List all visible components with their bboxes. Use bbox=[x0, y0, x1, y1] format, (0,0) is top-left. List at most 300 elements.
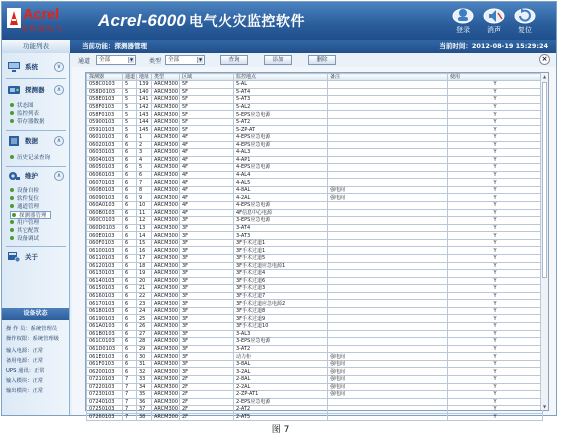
table-cell: 6 bbox=[123, 315, 137, 323]
table-cell: 3F bbox=[180, 270, 234, 278]
brand-name-cn: 安科瑞电气 bbox=[21, 25, 64, 33]
table-row[interactable] bbox=[87, 81, 543, 89]
table-cell bbox=[328, 292, 448, 300]
table-cell: 3F手术过道10 bbox=[234, 323, 328, 331]
chevron-up-icon[interactable]: ∧ bbox=[54, 136, 64, 146]
table-row[interactable] bbox=[87, 368, 543, 376]
table-cell: 3F手术过道9 bbox=[234, 315, 328, 323]
table-row[interactable] bbox=[87, 338, 543, 346]
table-row[interactable] bbox=[87, 149, 543, 157]
table-row[interactable] bbox=[87, 232, 543, 240]
table-cell bbox=[328, 126, 448, 134]
table-cell bbox=[328, 262, 448, 270]
table-row[interactable] bbox=[87, 202, 543, 210]
table-cell: 2F bbox=[180, 413, 234, 421]
table-cell: Y bbox=[448, 141, 543, 149]
table-cell bbox=[328, 133, 448, 141]
sidebar-group-about[interactable] bbox=[6, 249, 66, 265]
scroll-down-icon[interactable]: ▼ bbox=[542, 404, 547, 409]
scroll-up-icon[interactable]: ▲ bbox=[542, 74, 547, 79]
table-cell: ARCM300 bbox=[152, 292, 180, 300]
table-cell: 15 bbox=[137, 239, 152, 247]
table-cell: 24 bbox=[137, 307, 152, 315]
type-select[interactable]: 全部 ▼ bbox=[165, 55, 205, 65]
table-cell: ARCM300 bbox=[152, 232, 180, 240]
login-label: 登录 bbox=[456, 26, 470, 34]
table-cell: 3-8AL bbox=[234, 360, 328, 368]
table-cell: 061B0103 bbox=[87, 330, 123, 338]
table-cell: 06130103 bbox=[87, 270, 123, 278]
table-cell: 6 bbox=[123, 209, 137, 217]
table-cell: 强电间 bbox=[328, 375, 448, 383]
column-header[interactable]: 类型 bbox=[152, 74, 180, 81]
table-cell: 4 bbox=[137, 156, 152, 164]
table-cell: 3-EPS应急电源 bbox=[234, 217, 328, 225]
table-cell: 3-AT3 bbox=[234, 232, 328, 240]
table-cell: ARCM300 bbox=[152, 254, 180, 262]
table-cell: ARCM300 bbox=[152, 345, 180, 353]
table-cell: 3F bbox=[180, 277, 234, 285]
mute-button[interactable] bbox=[480, 4, 508, 38]
table-row[interactable] bbox=[87, 88, 543, 96]
table-cell: 2-AT5 bbox=[234, 413, 328, 421]
table-cell: 05900103 bbox=[87, 118, 123, 126]
table-cell bbox=[328, 111, 448, 119]
table-cell: 4F bbox=[180, 209, 234, 217]
table-cell: Y bbox=[448, 126, 543, 134]
sidebar-group-system[interactable] bbox=[6, 59, 66, 75]
table-cell: 6 bbox=[123, 285, 137, 293]
table-cell: 强电间 bbox=[328, 391, 448, 399]
table-cell bbox=[328, 88, 448, 96]
table-cell: 4-AL4 bbox=[234, 171, 328, 179]
table-cell: 2-AT2 bbox=[234, 406, 328, 414]
type-label: 类型 bbox=[149, 58, 162, 65]
sidebar-group-label: 维护 bbox=[25, 172, 38, 180]
table-cell: 5F bbox=[180, 103, 234, 111]
table-cell: ARCM300 bbox=[152, 164, 180, 172]
status-input-module: 输入模块：正常 bbox=[6, 378, 44, 384]
login-button[interactable] bbox=[449, 4, 477, 38]
table-cell: 5F bbox=[180, 111, 234, 119]
table-cell: 4F bbox=[180, 202, 234, 210]
table-cell: 5-AT2 bbox=[234, 118, 328, 126]
table-cell: 07250103 bbox=[87, 406, 123, 414]
table-row[interactable] bbox=[87, 360, 543, 368]
table-cell: 06170103 bbox=[87, 300, 123, 308]
table-cell: ARCM300 bbox=[152, 277, 180, 285]
table-cell: 06200103 bbox=[87, 368, 123, 376]
table-cell: ARCM300 bbox=[152, 247, 180, 255]
table-cell: ARCM300 bbox=[152, 338, 180, 346]
status-backup-power: 备用电源：正常 bbox=[6, 358, 44, 364]
table-cell: 06190103 bbox=[87, 315, 123, 323]
table-row[interactable] bbox=[87, 413, 543, 421]
table-cell: 4F bbox=[180, 179, 234, 187]
table-cell: 06150103 bbox=[87, 285, 123, 293]
table-cell bbox=[328, 285, 448, 293]
app-title-en: Acrel-6000 bbox=[98, 11, 187, 30]
bullet-icon bbox=[10, 204, 14, 208]
divider bbox=[6, 130, 66, 131]
table-cell: 2F bbox=[180, 398, 234, 406]
chevron-down-icon[interactable]: ∨ bbox=[54, 62, 64, 72]
table-cell: 强电间 bbox=[328, 353, 448, 361]
sidebar-item-device-debug[interactable]: 设备调试 bbox=[10, 235, 39, 243]
table-cell bbox=[328, 156, 448, 164]
table-cell: ARCM300 bbox=[152, 406, 180, 414]
table-cell: 7 bbox=[123, 383, 137, 391]
table-cell: 07220103 bbox=[87, 383, 123, 391]
table-row[interactable] bbox=[87, 186, 543, 194]
table-cell: 4-AP1 bbox=[234, 156, 328, 164]
sidebar-item-status-map[interactable]: 状态图 bbox=[10, 102, 34, 110]
table-cell: 060A0103 bbox=[87, 202, 123, 210]
table-cell: Y bbox=[448, 398, 543, 406]
table-cell: ARCM300 bbox=[152, 133, 180, 141]
column-header[interactable]: 地址 bbox=[137, 74, 152, 81]
table-cell: Y bbox=[448, 353, 543, 361]
table-cell bbox=[328, 103, 448, 111]
table-cell: 6 bbox=[123, 254, 137, 262]
table-cell: Y bbox=[448, 194, 543, 202]
table-cell: 6 bbox=[123, 368, 137, 376]
table-cell: 058C0103 bbox=[87, 81, 123, 89]
table-cell: 3F bbox=[180, 360, 234, 368]
table-row[interactable] bbox=[87, 194, 543, 202]
detector-icon bbox=[8, 85, 20, 95]
sidebar-item-history-query[interactable]: 历史记录查询 bbox=[10, 154, 50, 162]
logo-mark-icon bbox=[7, 8, 21, 28]
sidebar-group-detector[interactable] bbox=[6, 82, 66, 98]
table-cell: 06080103 bbox=[87, 186, 123, 194]
table-cell: 06090103 bbox=[87, 194, 123, 202]
table-row[interactable] bbox=[87, 179, 543, 187]
table-cell: 4-EPS应急电源 bbox=[234, 164, 328, 172]
table-cell: 07240103 bbox=[87, 398, 123, 406]
add-button[interactable]: 添加 bbox=[264, 55, 292, 65]
status-bar bbox=[2, 40, 556, 53]
bullet-icon bbox=[10, 155, 14, 159]
sidebar-item-self-test[interactable]: 设备自检 bbox=[10, 187, 39, 195]
main-panel bbox=[72, 53, 556, 421]
table-cell: 2F bbox=[180, 383, 234, 391]
table-cell: 25 bbox=[137, 315, 152, 323]
table-row[interactable] bbox=[87, 171, 543, 179]
table-cell: Y bbox=[448, 315, 543, 323]
status-ups-comm: UPS 通讯：正常 bbox=[6, 368, 45, 374]
table-cell: Y bbox=[448, 164, 543, 172]
table-cell: 5 bbox=[123, 96, 137, 104]
table-row[interactable] bbox=[87, 118, 543, 126]
table-cell bbox=[328, 254, 448, 262]
table-row[interactable] bbox=[87, 307, 543, 315]
table-cell: 强电间 bbox=[328, 360, 448, 368]
table-cell: Y bbox=[448, 202, 543, 210]
table-row[interactable] bbox=[87, 239, 543, 247]
table-cell: Y bbox=[448, 209, 543, 217]
channel-select[interactable]: 全部 ▼ bbox=[96, 55, 136, 65]
table-row[interactable] bbox=[87, 156, 543, 164]
table-cell: 5 bbox=[137, 164, 152, 172]
table-cell: 29 bbox=[137, 345, 152, 353]
table-row[interactable] bbox=[87, 391, 543, 399]
table-cell: 3F bbox=[180, 247, 234, 255]
table-row[interactable] bbox=[87, 315, 543, 323]
table-cell: ARCM300 bbox=[152, 307, 180, 315]
sidebar-item-detector-management[interactable]: 探测器管理 bbox=[10, 211, 51, 219]
table-cell: 5 bbox=[123, 103, 137, 111]
table-cell: 3-AT4 bbox=[234, 224, 328, 232]
table-cell: ARCM300 bbox=[152, 285, 180, 293]
table-cell: 3F bbox=[180, 353, 234, 361]
channel-label: 通道 bbox=[78, 58, 91, 65]
table-cell: 动力柜 bbox=[234, 353, 328, 361]
table-row[interactable] bbox=[87, 111, 543, 119]
table-cell: 3F bbox=[180, 254, 234, 262]
table-cell: Y bbox=[448, 247, 543, 255]
table-cell: Y bbox=[448, 239, 543, 247]
table-cell: ARCM300 bbox=[152, 81, 180, 89]
table-row[interactable] bbox=[87, 300, 543, 308]
table-cell: Y bbox=[448, 118, 543, 126]
table-cell: 6 bbox=[137, 171, 152, 179]
table-cell: 3F bbox=[180, 262, 234, 270]
table-cell: 5 bbox=[123, 118, 137, 126]
table-row[interactable] bbox=[87, 164, 543, 172]
table-cell bbox=[328, 81, 448, 89]
device-status-title: 设备状态 bbox=[2, 308, 69, 320]
close-icon[interactable]: × bbox=[539, 54, 550, 65]
table-cell: 060B0103 bbox=[87, 209, 123, 217]
column-header[interactable]: 探测器 bbox=[87, 74, 123, 81]
table-cell: 3F bbox=[180, 300, 234, 308]
table-cell: 6 bbox=[123, 277, 137, 285]
table-cell: 5-AT4 bbox=[234, 88, 328, 96]
table-cell: 3F bbox=[180, 368, 234, 376]
table-cell: 06160103 bbox=[87, 292, 123, 300]
table-row[interactable] bbox=[87, 96, 543, 104]
table-cell: 6 bbox=[123, 323, 137, 331]
table-cell: 强电间 bbox=[328, 186, 448, 194]
table-cell bbox=[328, 247, 448, 255]
table-cell: 3F手术过道5 bbox=[234, 254, 328, 262]
table-row[interactable] bbox=[87, 224, 543, 232]
table-cell: Y bbox=[448, 413, 543, 421]
table-cell: ARCM300 bbox=[152, 300, 180, 308]
table-cell: 5 bbox=[123, 111, 137, 119]
table-cell: 3-EPS应急电源 bbox=[234, 338, 328, 346]
table-cell: 2 bbox=[137, 141, 152, 149]
bullet-icon bbox=[10, 236, 14, 240]
table-cell: 3F bbox=[180, 239, 234, 247]
table-cell: Y bbox=[448, 262, 543, 270]
table-cell bbox=[328, 330, 448, 338]
query-button[interactable]: 查询 bbox=[220, 55, 248, 65]
sidebar-group-label: 探测器 bbox=[25, 86, 45, 94]
sidebar-title: 功能列表 bbox=[2, 40, 70, 53]
table-cell: ARCM300 bbox=[152, 368, 180, 376]
bullet-icon bbox=[10, 111, 14, 115]
table-cell bbox=[328, 202, 448, 210]
table-cell: Y bbox=[448, 300, 543, 308]
table-row[interactable] bbox=[87, 292, 543, 300]
table-row[interactable] bbox=[87, 330, 543, 338]
table-cell: ARCM300 bbox=[152, 413, 180, 421]
table-cell: 6 bbox=[123, 307, 137, 315]
bullet-icon bbox=[10, 188, 14, 192]
sidebar-group-data[interactable] bbox=[6, 133, 66, 149]
table-cell bbox=[328, 164, 448, 172]
table-row[interactable] bbox=[87, 383, 543, 391]
table-cell: 18 bbox=[137, 262, 152, 270]
column-header[interactable]: 备注 bbox=[328, 74, 448, 81]
column-header[interactable]: 使用 bbox=[448, 74, 543, 81]
table-cell: 19 bbox=[137, 270, 152, 278]
sidebar-item-software-reset[interactable]: 软件复位 bbox=[10, 195, 39, 203]
table-cell: 2F bbox=[180, 406, 234, 414]
table-cell: 060C0103 bbox=[87, 217, 123, 225]
table-cell bbox=[328, 307, 448, 315]
table-row[interactable] bbox=[87, 406, 543, 414]
table-row[interactable] bbox=[87, 323, 543, 331]
status-output-module: 输出模块：正常 bbox=[6, 388, 44, 394]
table-row[interactable] bbox=[87, 375, 543, 383]
table-cell bbox=[328, 217, 448, 225]
sidebar-item-other-config[interactable]: 其它配置 bbox=[10, 227, 39, 235]
app-title bbox=[98, 11, 305, 31]
table-cell: ARCM300 bbox=[152, 330, 180, 338]
table-row[interactable] bbox=[87, 141, 543, 149]
table-cell bbox=[328, 232, 448, 240]
table-row[interactable] bbox=[87, 254, 543, 262]
table-row[interactable] bbox=[87, 209, 543, 217]
table-row[interactable] bbox=[87, 126, 543, 134]
table-cell bbox=[328, 171, 448, 179]
table-cell: 6 bbox=[123, 239, 137, 247]
detector-table-container bbox=[85, 72, 549, 421]
table-cell: Y bbox=[448, 285, 543, 293]
sidebar-item-stored-data[interactable]: 带存器数据 bbox=[10, 118, 45, 126]
chevron-up-icon[interactable]: ∧ bbox=[54, 171, 64, 181]
reset-button[interactable] bbox=[511, 4, 539, 38]
table-row[interactable] bbox=[87, 262, 543, 270]
table-cell bbox=[328, 323, 448, 331]
mute-icon bbox=[483, 4, 505, 24]
table-cell: 06100103 bbox=[87, 247, 123, 255]
figure-caption: 图 7 bbox=[271, 425, 290, 435]
table-cell: Y bbox=[448, 103, 543, 111]
table-cell: 7 bbox=[123, 391, 137, 399]
vertical-scrollbar[interactable] bbox=[540, 73, 548, 410]
chevron-up-icon[interactable]: ∧ bbox=[54, 85, 64, 95]
table-cell: ARCM300 bbox=[152, 171, 180, 179]
table-row[interactable] bbox=[87, 277, 543, 285]
table-row[interactable] bbox=[87, 285, 543, 293]
table-cell: 4F bbox=[180, 186, 234, 194]
sidebar-item-channel-management[interactable]: 通道管理 bbox=[10, 203, 39, 211]
table-row[interactable] bbox=[87, 345, 543, 353]
table-row[interactable] bbox=[87, 133, 543, 141]
table-cell: 5-AL2 bbox=[234, 103, 328, 111]
table-cell: 7 bbox=[137, 179, 152, 187]
bullet-icon bbox=[10, 103, 14, 107]
table-cell: 140 bbox=[137, 88, 152, 96]
table-cell: 4F信息中心电源 bbox=[234, 209, 328, 217]
sidebar-item-monitor-list[interactable]: 监控列表 bbox=[10, 110, 39, 118]
sidebar-group-label: 关于 bbox=[25, 253, 38, 261]
table-row[interactable] bbox=[87, 247, 543, 255]
divider bbox=[6, 78, 66, 79]
table-cell: 07260103 bbox=[87, 413, 123, 421]
divider bbox=[6, 166, 66, 167]
table-cell: ARCM300 bbox=[152, 194, 180, 202]
table-cell: 058F0103 bbox=[87, 111, 123, 119]
detector-table bbox=[86, 73, 543, 421]
table-cell: 6 bbox=[123, 156, 137, 164]
table-cell: ARCM300 bbox=[152, 88, 180, 96]
table-cell: 3F bbox=[180, 292, 234, 300]
table-cell: Y bbox=[448, 171, 543, 179]
table-cell: 21 bbox=[137, 285, 152, 293]
table-row[interactable] bbox=[87, 217, 543, 225]
column-header[interactable]: 区域 bbox=[180, 74, 234, 81]
table-row[interactable] bbox=[87, 270, 543, 278]
status-permission: 操作权限：系统管理级 bbox=[6, 336, 59, 342]
table-cell: 14 bbox=[137, 232, 152, 240]
table-cell: Y bbox=[448, 391, 543, 399]
table-cell: 2F bbox=[180, 375, 234, 383]
scrollbar-thumb[interactable] bbox=[542, 82, 547, 278]
table-cell: 4-EPS应急电源 bbox=[234, 141, 328, 149]
sidebar-group-label: 数据 bbox=[25, 137, 38, 145]
table-cell: Y bbox=[448, 232, 543, 240]
table-cell: 06110103 bbox=[87, 254, 123, 262]
table-cell bbox=[328, 345, 448, 353]
table-cell: 6 bbox=[123, 270, 137, 278]
table-cell: 6 bbox=[123, 202, 137, 210]
table-cell: 3F手术过道3 bbox=[234, 285, 328, 293]
reset-icon bbox=[514, 4, 536, 24]
table-cell: ARCM300 bbox=[152, 179, 180, 187]
table-cell: ARCM300 bbox=[152, 398, 180, 406]
table-cell: Y bbox=[448, 81, 543, 89]
table-cell: 06060103 bbox=[87, 171, 123, 179]
table-cell: 3F手术过道4 bbox=[234, 270, 328, 278]
sidebar-item-user-management[interactable]: 用户管理 bbox=[10, 219, 39, 227]
table-cell: 3F手术过道应急电源1 bbox=[234, 262, 328, 270]
table-cell: 16 bbox=[137, 247, 152, 255]
column-header[interactable]: 监控地点 bbox=[234, 74, 328, 81]
table-row[interactable] bbox=[87, 398, 543, 406]
table-row[interactable] bbox=[87, 353, 543, 361]
table-cell: 3-AL3 bbox=[234, 330, 328, 338]
table-cell: 4-8AL bbox=[234, 186, 328, 194]
delete-button[interactable]: 删除 bbox=[308, 55, 336, 65]
table-cell: 6 bbox=[123, 300, 137, 308]
table-cell: 32 bbox=[137, 368, 152, 376]
table-cell: 143 bbox=[137, 111, 152, 119]
brand-logo bbox=[5, 6, 85, 36]
bullet-icon bbox=[10, 119, 14, 123]
column-header[interactable]: 通道 bbox=[123, 74, 137, 81]
table-cell bbox=[328, 149, 448, 157]
table-cell: 6 bbox=[123, 224, 137, 232]
table-cell: 6 bbox=[123, 171, 137, 179]
table-cell: 36 bbox=[137, 398, 152, 406]
sidebar-group-maintenance[interactable] bbox=[6, 168, 66, 184]
table-row[interactable] bbox=[87, 103, 543, 111]
